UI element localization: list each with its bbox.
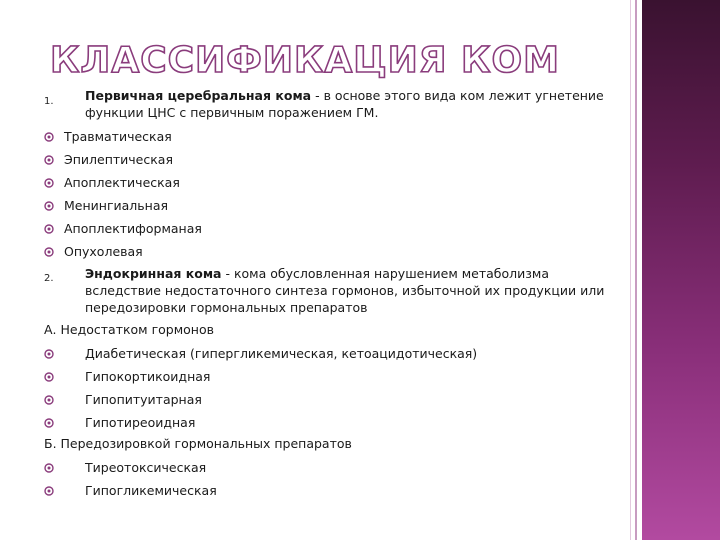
circle-bullet-icon [44,224,54,234]
list-item: Опухолевая [64,244,143,259]
list-item: Апоплектическая [64,175,180,190]
list-item: Апоплектиформаная [64,221,202,236]
section1-description: в основе этого вида ком лежит угнетение функции ЦНС с первичным поражением ГМ. [85,88,604,120]
section1-separator: - [311,88,324,103]
circle-bullet-icon [44,247,54,257]
list-item: Гипогликемическая [85,483,217,498]
circle-bullet-icon [44,486,54,496]
circle-bullet-icon [44,372,54,382]
section1-text [85,87,605,121]
circle-bullet-icon [44,349,54,359]
list-item: Гипотиреоидная [85,415,196,430]
section2-description: кома обусловленная нарушением метаболизма вследствие недостаточного синтеза гормонов, избыточной их продукции или передозировки гормональных препаратов [85,266,605,315]
page-title: КЛАССИФИКАЦИЯ КОМ [50,40,560,81]
list-item: Гипокортикоидная [85,369,211,384]
decorative-divider-thin [630,0,631,540]
section1-number: 1. [44,96,54,107]
circle-bullet-icon [44,463,54,473]
circle-bullet-icon [44,395,54,405]
list-item: Менингиальная [64,198,169,213]
section2-text [85,265,605,316]
list-item: Травматическая [64,129,172,144]
list-item: Гипопитуитарная [85,392,202,407]
section2-separator: - [221,266,234,281]
decorative-divider [635,0,637,540]
group-a-label: А. Недостатком гормонов [44,322,214,337]
circle-bullet-icon [44,155,54,165]
circle-bullet-icon [44,418,54,428]
section2-heading: Эндокринная кома [85,266,222,281]
section1-heading: Первичная церебральная кома [85,88,312,103]
list-item: Эпилептическая [64,152,173,167]
circle-bullet-icon [44,201,54,211]
section2-number: 2. [44,273,54,284]
group-b-label: Б. Передозировкой гормональных препаратов [44,436,352,451]
circle-bullet-icon [44,132,54,142]
list-item: Диабетическая (гипергликемическая, кетоацидотическая) [85,346,478,361]
circle-bullet-icon [44,178,54,188]
decorative-sidebar [642,0,720,540]
list-item: Тиреотоксическая [85,460,207,475]
